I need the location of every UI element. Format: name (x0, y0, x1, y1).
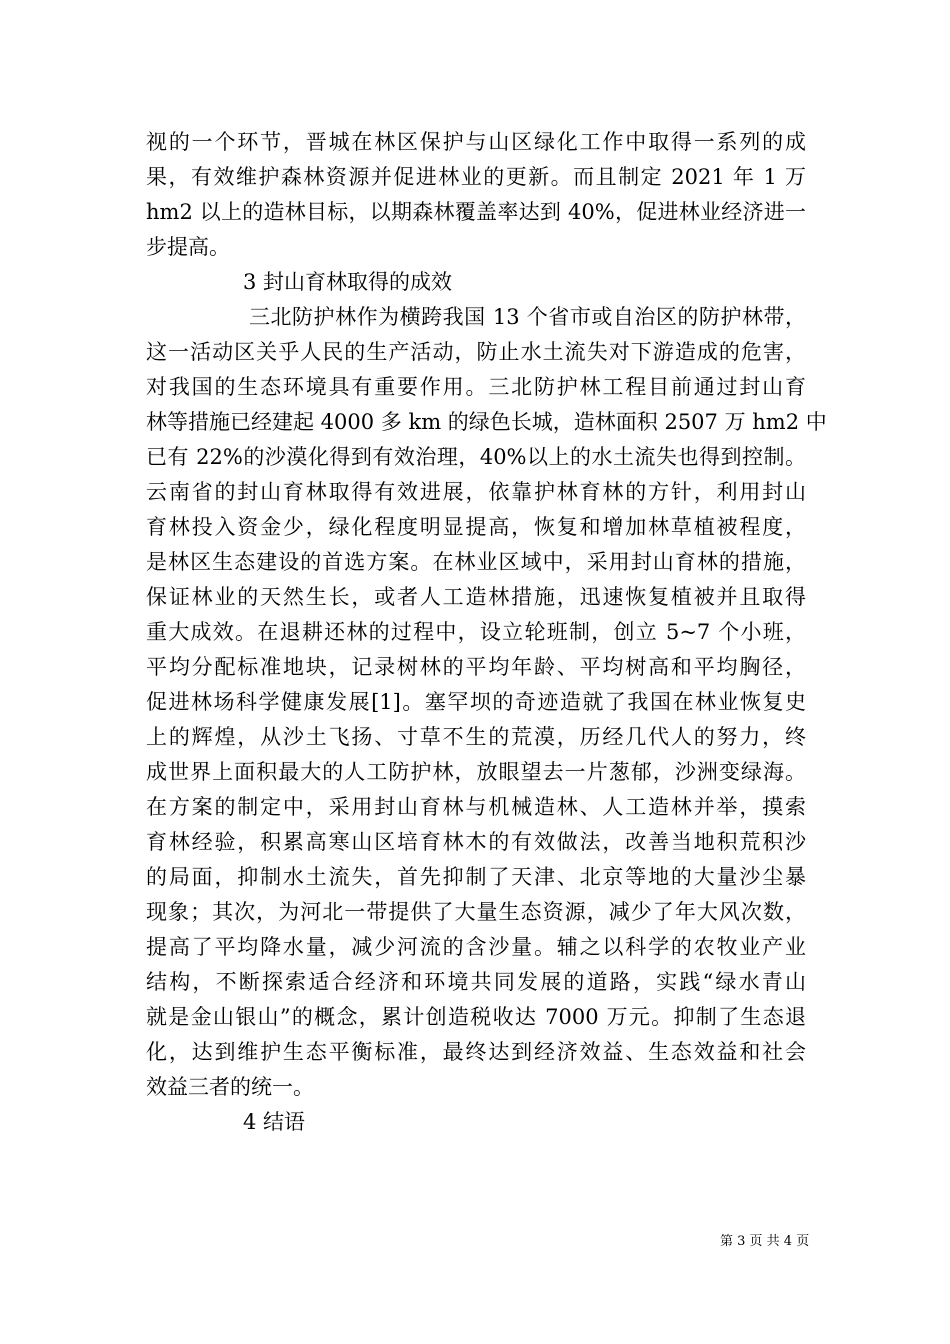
page-number: 第 3 页 共 4 页 (720, 1234, 810, 1249)
paragraph-1-line-4: 步提高。 (146, 235, 230, 259)
paragraph-2-line-7: 育林投入资金少，绿化程度明显提高，恢复和增加林草植被程度， (146, 515, 806, 539)
paragraph-2-line-10: 重大成效。在退耕还林的过程中，设立轮班制，创立 5~7 个小班， (146, 620, 806, 644)
paragraph-2-line-6: 云南省的封山育林取得有效进展，依靠护林育林的方针，利用封山 (146, 480, 806, 504)
paragraph-2-line-17: 的局面，抑制水土流失，首先抑制了天津、北京等地的大量沙尘暴 (146, 865, 806, 889)
paragraph-2-line-3: 对我国的生态环境具有重要作用。三北防护林工程目前通过封山育 (146, 375, 806, 399)
paragraph-2-line-11: 平均分配标准地块，记录树林的平均年龄、平均树高和平均胸径， (146, 655, 806, 679)
paragraph-2-line-13: 上的辉煌，从沙土飞扬、寸草不生的荒漠，历经几代人的努力，终 (146, 725, 806, 749)
paragraph-2-line-15: 在方案的制定中，采用封山育林与机械造林、人工造林并举，摸索 (146, 795, 806, 819)
paragraph-2-line-9: 保证林业的天然生长，或者人工造林措施，迅速恢复植被并且取得 (146, 585, 806, 609)
paragraph-2-line-12: 促进林场科学健康发展[1]。塞罕坝的奇迹造就了我国在林业恢复史 (146, 690, 806, 714)
paragraph-2-line-20: 结构，不断探索适合经济和环境共同发展的道路，实践“绿水青山 (146, 970, 806, 994)
paragraph-2-line-8: 是林区生态建设的首选方案。在林业区域中，采用封山育林的措施， (146, 550, 806, 574)
paragraph-2-line-16: 育林经验，积累高寒山区培育林木的有效做法，改善当地积荒积沙 (146, 830, 806, 854)
paragraph-2-line-22: 化，达到维护生态平衡标准，最终达到经济效益、生态效益和社会 (146, 1040, 806, 1064)
paragraph-2-line-2: 这一活动区关乎人民的生产活动，防止水土流失对下游造成的危害， (146, 340, 806, 364)
paragraph-2-line-23: 效益三者的统一。 (146, 1075, 314, 1099)
paragraph-2-line-1: 三北防护林作为横跨我国 13 个省市或自治区的防护林带， (249, 305, 806, 329)
paragraph-2-line-14: 成世界上面积最大的人工防护林，放眼望去一片葱郁，沙洲变绿海。 (146, 760, 806, 784)
paragraph-2-line-18: 现象；其次，为河北一带提供了大量生态资源，减少了年大风次数， (146, 900, 806, 924)
paragraph-2-line-5: 已有 22%的沙漠化得到有效治理，40%以上的水土流失也得到控制。 (146, 445, 806, 469)
paragraph-1-line-2: 果，有效维护森林资源并促进林业的更新。而且制定 2021 年 1 万 (146, 165, 806, 189)
paragraph-1-line-1: 视的一个环节，晋城在林区保护与山区绿化工作中取得一系列的成 (146, 130, 806, 154)
paragraph-2-line-21: 就是金山银山”的概念，累计创造税收达 7000 万元。抑制了生态退 (146, 1005, 806, 1029)
section-heading-4: 4 结语 (243, 1110, 306, 1134)
paragraph-2-line-4: 林等措施已经建起 4000 多 km 的绿色长城，造林面积 2507 万 hm2 中 (146, 410, 827, 434)
paragraph-1-line-3: hm2 以上的造林目标，以期森林覆盖率达到 40%，促进林业经济进一 (146, 200, 806, 224)
paragraph-2-line-19: 提高了平均降水量，减少河流的含沙量。辅之以科学的农牧业产业 (146, 935, 806, 959)
section-heading-3: 3 封山育林取得的成效 (243, 270, 453, 294)
